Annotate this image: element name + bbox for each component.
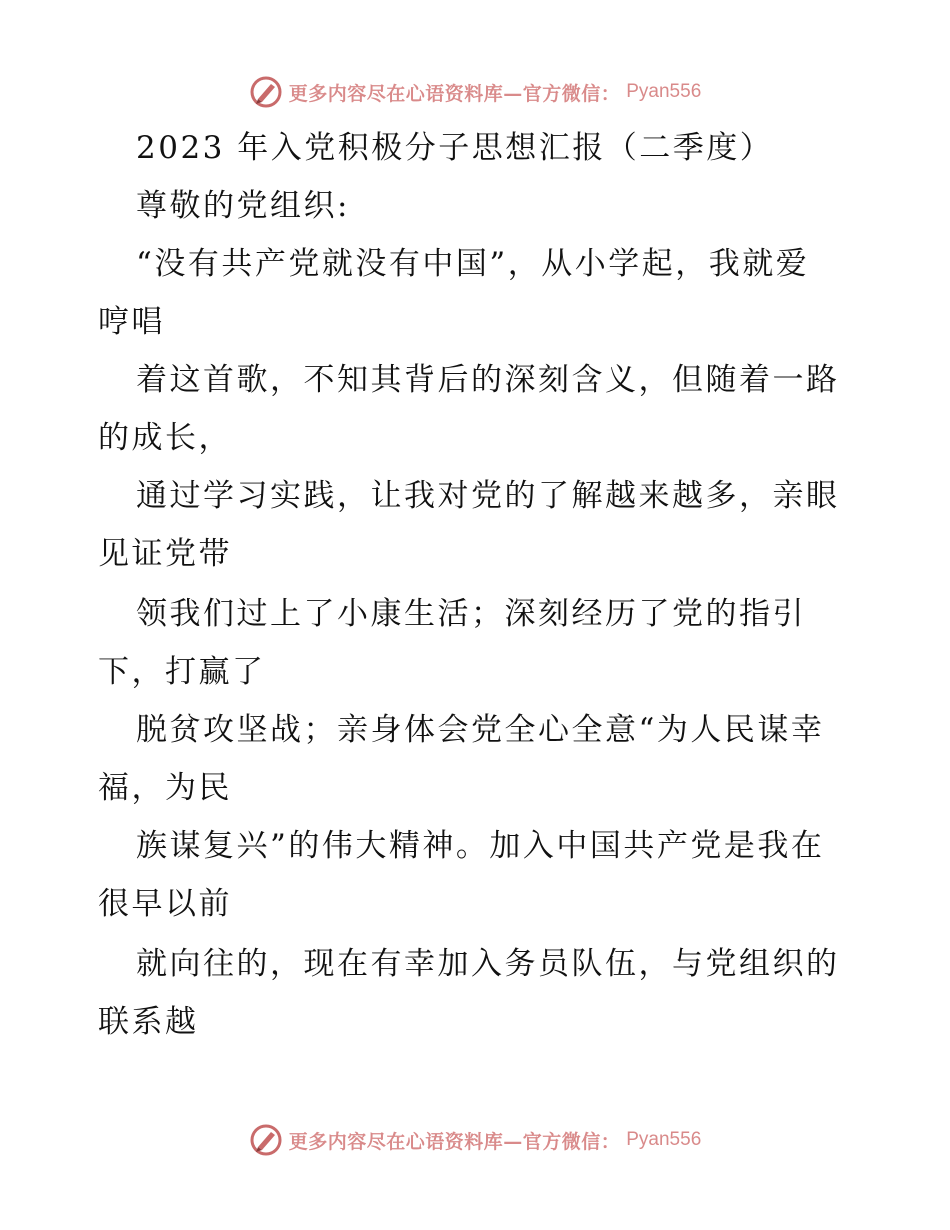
paragraph-line: 的成长， [98,420,232,456]
paragraph-line: 哼唱 [98,304,165,340]
footer-watermark [0,1120,950,1160]
paragraph-line: 领我们过上了小康生活；深刻经历了党的指引 [136,596,806,632]
paragraph-line: 着这首歌，不知其背后的深刻含义，但随着一路 [136,362,840,398]
paragraph-line: 福，为民 [98,770,232,806]
paragraph-line: “没有共产党就没有中国”，从小学起，我就爱 [136,246,810,282]
watermark-text: 更多内容尽在心语资料库—官方微信： [288,1130,621,1153]
watermark-text: 更多内容尽在心语资料库—官方微信： [288,82,621,105]
paragraph-line: 联系越 [98,1004,199,1040]
paragraph-line: 族谋复兴”的伟大精神。加入中国共产党是我在 [136,828,825,864]
watermark-account: Pyan556 [626,81,702,102]
watermark-account: Pyan556 [626,1129,702,1150]
document-title: 2023 年入党积极分子思想汇报（二季度） [136,130,774,166]
header-watermark [0,72,950,112]
paragraph-line: 通过学习实践，让我对党的了解越来越多，亲眼 [136,478,840,514]
pen-circle-logo-icon [249,1123,283,1157]
paragraph-line: 脱贫攻坚战；亲身体会党全心全意“为人民谋幸 [136,712,825,748]
paragraph-line: 下，打赢了 [98,654,266,690]
paragraph-line: 就向往的，现在有幸加入务员队伍，与党组织的 [136,946,840,982]
paragraph-line: 见证党带 [98,536,232,572]
pen-circle-logo-icon [249,75,283,109]
salutation: 尊敬的党组织: [136,188,350,224]
paragraph-line: 很早以前 [98,886,232,922]
